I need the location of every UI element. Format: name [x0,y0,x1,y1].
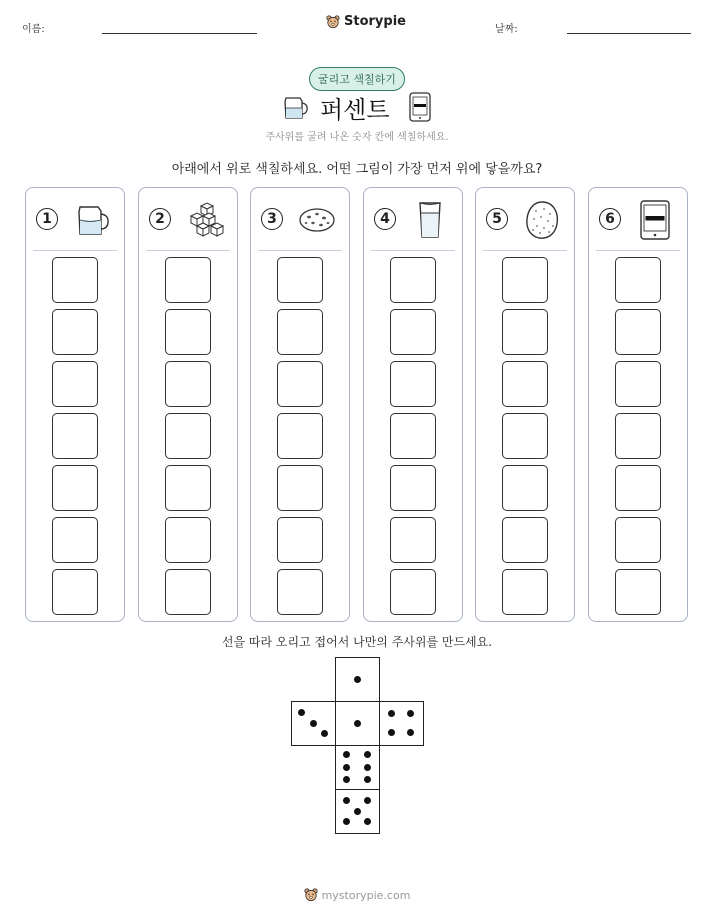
color-cell[interactable] [390,309,436,355]
color-cell[interactable] [52,257,98,303]
color-cell[interactable] [165,465,211,511]
dice-pip [407,729,414,736]
color-cell[interactable] [52,361,98,407]
color-cell[interactable] [277,413,323,459]
glass-icon [410,200,450,240]
color-cell[interactable] [502,361,548,407]
column-divider [33,250,117,251]
color-cell[interactable] [615,517,661,563]
dice-pip [321,730,328,737]
color-cell[interactable] [390,361,436,407]
column-header [139,188,237,250]
column-header [476,188,574,250]
column-header [251,188,349,250]
color-cell[interactable] [502,569,548,615]
color-cell[interactable] [277,361,323,407]
dice-face-lower [335,745,380,790]
page-title: 퍼센트 [320,96,390,124]
column-4 [363,187,463,622]
color-cell[interactable] [615,361,661,407]
footer-url[interactable]: mystorypie.com [321,888,411,902]
date-line[interactable] [567,33,691,34]
dice-pip [354,808,361,815]
dice-pip [343,751,350,758]
color-cell[interactable] [502,257,548,303]
dice-pip [388,729,395,736]
column-divider [596,250,680,251]
column-header [364,188,462,250]
column-number: 5 [486,208,508,230]
dice-pip [343,797,350,804]
color-cell[interactable] [52,465,98,511]
color-cell[interactable] [502,517,548,563]
brand-logo [326,14,406,29]
column-number: 4 [374,208,396,230]
color-cell[interactable] [165,257,211,303]
instruction-text: 아래에서 위로 색칠하세요. 어떤 그림이 가장 먼저 위에 닿을까요? [171,162,543,177]
color-cell[interactable] [52,309,98,355]
dice-pip [343,776,350,783]
color-cell[interactable] [390,465,436,511]
color-cell[interactable] [502,465,548,511]
activity-badge: 굴리고 색칠하기 [309,67,405,91]
footer [0,888,714,902]
cookie-icon [297,200,337,240]
column-6 [588,187,688,622]
column-divider [371,250,455,251]
color-cell[interactable] [390,517,436,563]
tablet-icon [635,200,675,240]
color-cell[interactable] [277,257,323,303]
dice-pip [354,720,361,727]
column-header [26,188,124,250]
dice-pip [364,764,371,771]
dice-face-center [335,701,380,746]
page-subtitle: 주사위를 굴려 나온 숫자 칸에 색칠하세요. [265,132,449,143]
date-label: 날짜: [495,24,518,35]
dice-face-top [335,657,380,702]
color-cell[interactable] [615,569,661,615]
dice-pip [388,710,395,717]
name-label: 이름: [22,24,45,35]
column-divider [483,250,567,251]
dice-pip [343,764,350,771]
dice-face-bottom [335,789,380,834]
color-cell[interactable] [165,413,211,459]
color-cell[interactable] [277,517,323,563]
column-number: 3 [261,208,283,230]
brand-name: Storypie [344,14,406,29]
column-5 [475,187,575,622]
dice-pip [364,751,371,758]
color-cell[interactable] [52,569,98,615]
color-cell[interactable] [390,413,436,459]
color-cell[interactable] [615,257,661,303]
column-number: 2 [149,208,171,230]
dice-pip [354,676,361,683]
color-cell[interactable] [615,413,661,459]
column-3 [250,187,350,622]
tablet-title-icon [408,92,432,122]
column-number: 1 [36,208,58,230]
color-cell[interactable] [390,569,436,615]
potato-icon [522,200,562,240]
color-cell[interactable] [390,257,436,303]
color-cell[interactable] [615,465,661,511]
color-cell[interactable] [277,465,323,511]
color-cell[interactable] [615,309,661,355]
cubes-icon [185,200,225,240]
color-cell[interactable] [502,413,548,459]
dice-face-left [291,701,336,746]
column-divider [258,250,342,251]
dice-pip [364,797,371,804]
column-number: 6 [599,208,621,230]
pitcher-title-icon [280,92,310,122]
column-1 [25,187,125,622]
column-2 [138,187,238,622]
dice-pip [364,818,371,825]
dice-pip [298,709,305,716]
dice-pip [407,710,414,717]
column-header [589,188,687,250]
color-cell[interactable] [52,413,98,459]
color-cell[interactable] [277,309,323,355]
dice-pip [310,720,317,727]
dice-pip [343,818,350,825]
pitcher-icon [72,200,112,240]
bear-logo-icon [326,15,340,29]
color-cell[interactable] [52,517,98,563]
color-cell[interactable] [277,569,323,615]
column-divider [146,250,230,251]
dice-pip [364,776,371,783]
color-cell[interactable] [165,517,211,563]
dice-face-right [379,701,424,746]
color-cell[interactable] [165,309,211,355]
color-cell[interactable] [502,309,548,355]
name-line[interactable] [102,33,257,34]
color-cell[interactable] [165,361,211,407]
fold-instruction: 선을 따라 오리고 접어서 나만의 주사위를 만드세요. [221,635,493,649]
color-cell[interactable] [165,569,211,615]
bear-footer-icon [304,888,318,902]
